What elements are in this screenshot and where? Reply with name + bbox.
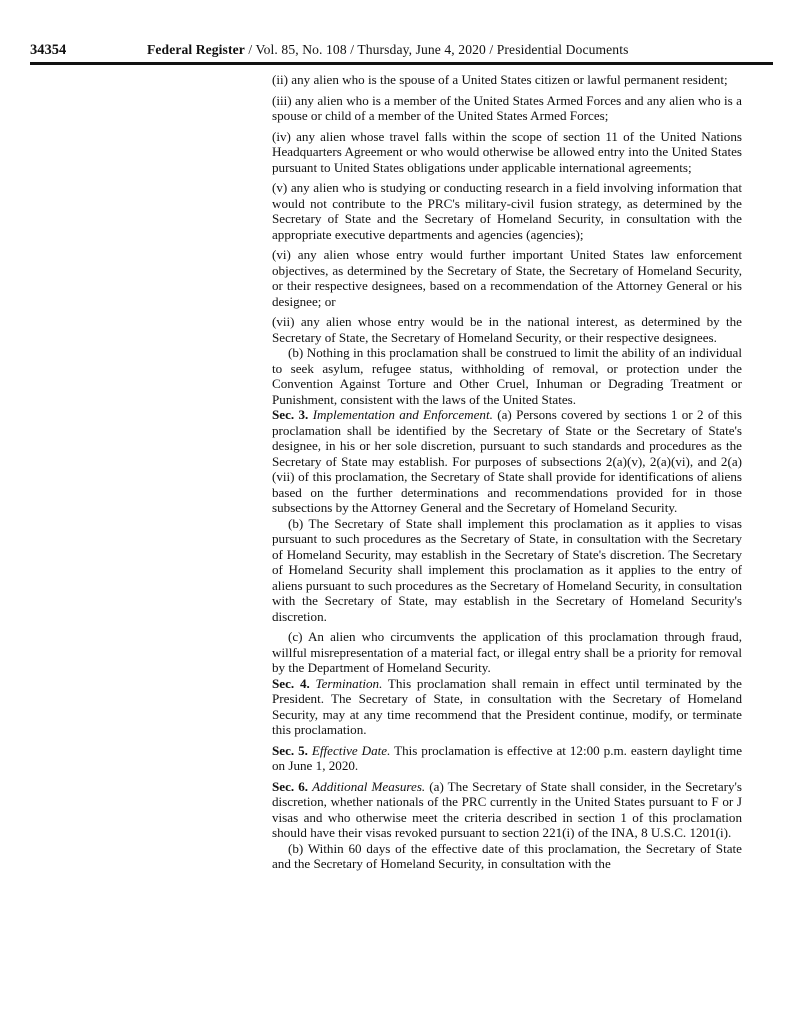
section-6-paragraph-a [272,779,742,841]
exception-item-iii: (iii) any alien who is a member of the United States Armed Forces and any alien who is a spouse or child of a member of the United States Armed Forces; [272,92,742,123]
section-3-text: (a) Persons covered by sections 1 or 2 of this proclamation shall be identified by the Secretary of State or the Secretary of State's designee, in his or her sole discretion, pursuant to such standards and procedures as the Secretary of State may establish. For purposes of subsections 2(a)(v), 2(a)(vi), and 2(a)(vii) of this proclamation, the Secretary of State shall provide for identifications of aliens based on the further determinations and recommendations provided for in those subsections by the Attorney General and the Secretary of Homeland Security. [272,407,743,515]
section-5-label: Sec. 5. [272,742,308,758]
running-head-title [147,42,628,58]
exception-item-iv: (iv) any alien whose travel falls within the scope of section 11 of the United Nations Headquarters Agreement or who would otherwise be allowed entry into the United States pursuant to United States obligations under applicable international agreements; [272,128,742,175]
section-4-title: Termination. [315,675,383,691]
exception-item-vi: (vi) any alien whose entry would further important United States law enforcement objectives, as determined by the Secretary of State, the Secretary of Homeland Security, or their respective designees, based on a recommendation of the Attorney General or his designee; or [272,247,742,309]
section-5-title: Effective Date. [311,742,391,758]
section-5-paragraph [272,743,742,774]
issue-details: / Vol. 85, No. 108 / Thursday, June 4, 2020 / Presidential Documents [244,42,629,57]
section-6-title: Additional Measures. [312,778,426,794]
section-2-paragraph-b: (b) Nothing in this proclamation shall be construed to limit the ability of an individual to seek asylum, refugee status, withholding of removal, or protection under the Convention Against Torture and Other Cruel, Inhuman or Degrading Treatment or Punishment, consistent with the laws of the United States. [272,345,742,407]
section-3-paragraph-c: (c) An alien who circumvents the application of this proclamation through fraud, willful misrepresentation of a material fact, or illegal entry shall be a priority for removal by the Department of Homeland Security. [272,629,742,675]
section-3-paragraph-b: (b) The Secretary of State shall implement this proclamation as it applies to visas pursuant to such procedures as the Secretary of State, in consultation with the Secretary of Homeland Security, may establish in the Secretary of State's discretion. The Secretary of Homeland Security shall implement this proclamation as it applies to the entry of aliens pursuant to such procedures as the Secretary of Homeland Security, in consultation with the Secretary of State, may establish in the Secretary of Homeland Security's discretion. [272,515,742,624]
section-3-label: Sec. 3. [272,407,309,422]
section-4-label: Sec. 4. [272,675,310,691]
section-6-paragraph-b: (b) Within 60 days of the effective date of this proclamation, the Secretary of State and the Secretary of Homeland Security, in consultation with the [272,840,742,871]
section-6-label: Sec. 6. [272,778,309,794]
running-header [30,40,773,65]
document-body [272,72,742,872]
page-number: 34354 [30,42,67,58]
section-5-text: This proclamation is effective at 12:00 p.m. eastern daylight time on June 1, 2020. [272,742,743,773]
section-3-paragraph-a [272,407,742,516]
section-6-text: (a) The Secretary of State shall consider, in the Secretary's discretion, whether nationals of the PRC currently in the United States pursuant to F or J visas and who otherwise meet the criteria described in section 1 of this proclamation should have their visas revoked pursuant to section 221(i) of the INA, 8 U.S.C. 1201(i). [272,778,742,840]
section-4-text: This proclamation shall remain in effect until terminated by the President. The Secretary of State, in consultation with the Secretary of Homeland Security, may at any time recommend that the President continue, modify, or terminate this proclamation. [272,675,742,737]
section-3-title: Implementation and Enforcement. [312,407,493,422]
exception-item-vii: (vii) any alien whose entry would be in the national interest, as determined by the Secretary of State, the Secretary of Homeland Security, or their respective designees. [272,314,742,345]
section-4-paragraph [272,676,742,738]
exception-item-v: (v) any alien who is studying or conducting research in a field involving information that would not contribute to the PRC's military-civil fusion strategy, as determined by the Secretary of State and the Secretary of Homeland Security, in consultation with the appropriate executive departments and agencies (agencies); [272,180,742,242]
publication-name: Federal Register [147,42,245,57]
exception-item-ii: (ii) any alien who is the spouse of a United States citizen or lawful permanent resident; [272,72,728,87]
